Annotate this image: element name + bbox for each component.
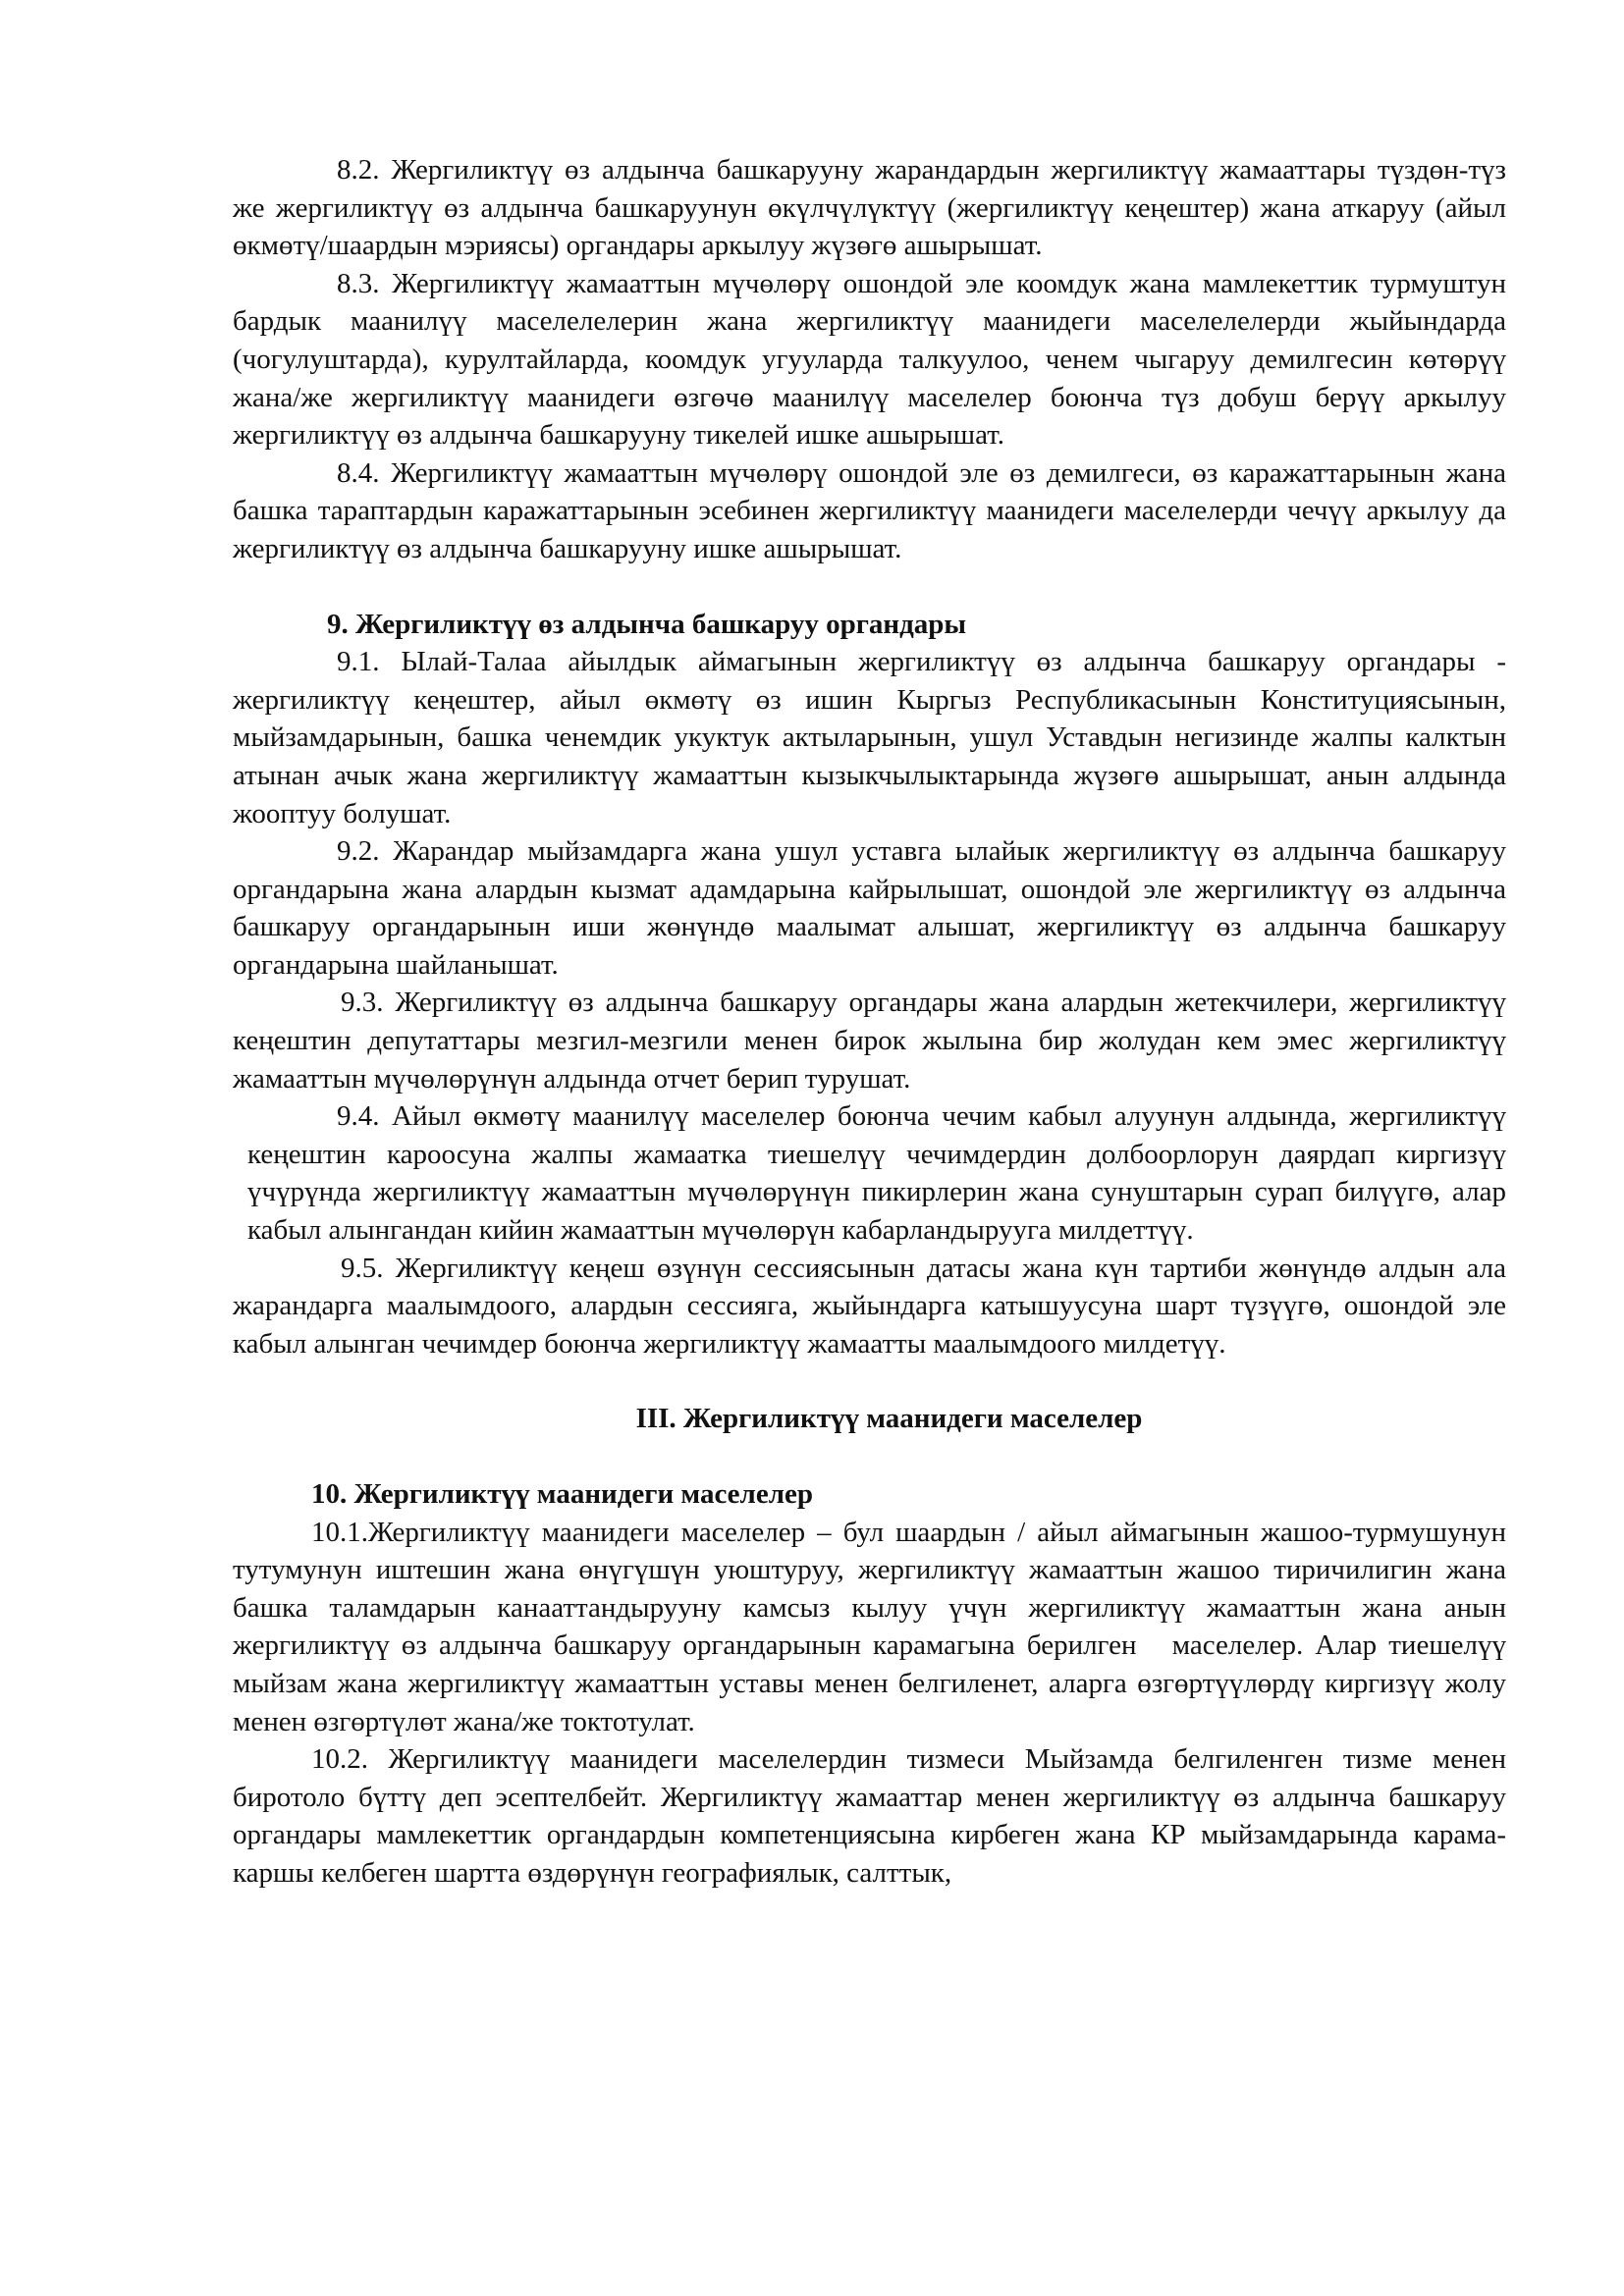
section-9-heading: 9. Жергиликтүү өз алдынча башкаруу органдары [327, 608, 967, 640]
part-3-heading: III. Жергиликтүү маанидеги маселелер [635, 1403, 1143, 1435]
paragraph-8-4: 8.4. Жергиликтүү жамааттын мүчөлөрү ошондой эле өз демилгеси, өз каражаттарынын жана башка тараптардын каражаттарынын эсебинен жергиликтүү маанидеги маселелерди чечүү аркылуу да жергиликтүү өз алдынча башкарууну ишке ашырышат. [233, 456, 1506, 564]
paragraph-9-2: 9.2. Жарандар мыйзамдарга жана ушул уставга ылайык жергиликтүү өз алдынча башкаруу органдарына жана алардын кызмат адамдарына кайрылышат, ошондой эле жергиликтүү өз алдынча башкаруу органдарынын иши жөнүндө маалымат алышат, жергиликтүү өз алдынча башкаруу органдарына шайланышат. [233, 835, 1506, 981]
paragraph-9-3: 9.3. Жергиликтүү өз алдынча башкаруу органдары жана алардын жетекчилери, жергиликтүү кеңештин депутаттары мезгил-мезгили менен бирок жылына бир жолудан кем эмес жергиликтүү жамааттын мүчөлөрүнүн алдында отчет берип турушат. [233, 987, 1506, 1095]
paragraph-10-2: 10.2. Жергиликтүү маанидеги маселелердин тизмеси Мыйзамда белгиленген тизме менен биротоло бүттү деп эсептелбейт. Жергиликтүү жамааттар менен жергиликтүү өз алдынча башкаруу органдары мамлекеттик органдардын компетенциясына кирбеген жана КР мыйзамдарында карама-каршы келбеген шартта өздөрүнүн географиялык, салттык, [233, 1743, 1506, 1889]
document-page [233, 151, 1514, 1893]
paragraph-8-2: 8.2. Жергиликтүү өз алдынча башкарууну жарандардын жергиликтүү жамааттары түздөн-түз же жергиликтүү өз алдынча башкаруунун өкүлчүлүктүү (жергиликтүү кеңештер) жана аткаруу (айыл өкмөтү/шаардын мэриясы) органдары аркылуу жүзөгө ашырышат. [233, 154, 1506, 262]
paragraph-9-1: 9.1. Ылай-Талаа айылдык аймагынын жергиликтүү өз алдынча башкаруу органдары - жергиликтүү кеңештер, айыл өкмөтү өз ишин Кыргыз Республикасынын Конституциясынын, мыйзамдарынын, башка ченемдик укуктук актыларынын, ушул Уставдын негизинде жалпы калктын атынан ачык жана жергиликтүү жамааттын кызыкчылыктарында жүзөгө ашырышат, анын алдында жооптуу болушат. [233, 646, 1506, 829]
paragraph-10-1: 10.1.Жергиликтүү маанидеги маселелер – бул шаардын / айыл аймагынын жашоо-турмушунун тутумунун иштешин жана өнүгүшүн уюштуруу, жергиликтүү жамааттын жашоо тиричилигин жана башка таламдарын канааттандырууну камсыз кылуу үчүн жергиликтүү жамааттын жана анын жергиликтүү өз алдынча башкаруу органдарынын карамагына берилген маселелер. Алар тиешелүү мыйзам жана жергиликтүү жамааттын уставы менен белгиленет, аларга өзгөртүүлөрдү киргизүү жолу менен өзгөртүлөт жана/же токтотулат. [233, 1516, 1514, 1737]
paragraph-8-3: 8.3. Жергиликтүү жамааттын мүчөлөрү ошондой эле коомдук жана мамлекеттик турмуштун бардык маанилүү маселелелерин жана жергиликтүү маанидеги маселелелерди жыйындарда (чогулуштарда), курултайларда, коомдук угууларда талкуулоо, ченем чыгаруу демилгесин көтөрүү жана/же жергиликтүү маанидеги өзгөчө маанилүү маселелер боюнча түз добуш берүү аркылуу жергиликтүү өз алдынча башкарууну тикелей ишке ашырышат. [233, 267, 1506, 452]
section-10-heading: 10. Жергиликтүү маанидеги маселелер [311, 1478, 813, 1510]
paragraph-9-4: 9.4. Айыл өкмөтү маанилүү маселелер боюнча чечим кабыл алуунун алдында, жергиликтүү кеңештин кароосуна жалпы жамаатка тиешелүү чечимдердин долбоорлорун даярдап киргизүү үчүрүнда жергиликтүү жамааттын мүчөлөрүнүн пикирлерин жана сунуштарын сурап билүүгө, алар кабыл алынгандан кийин жамааттын мүчөлөрүн кабарландырууга милдеттүү. [247, 1100, 1506, 1247]
paragraph-9-5: 9.5. Жергиликтүү кеңеш өзүнүн сессиясынын датасы жана күн тартиби жөнүндө алдын ала жарандарга маалымдоого, алардын сессияга, жыйындарга катышуусуна шарт түзүүгө, ошондой эле кабыл алынган чечимдер боюнча жергиликтүү жамаатты маалымдоого милдетүү. [233, 1252, 1506, 1360]
